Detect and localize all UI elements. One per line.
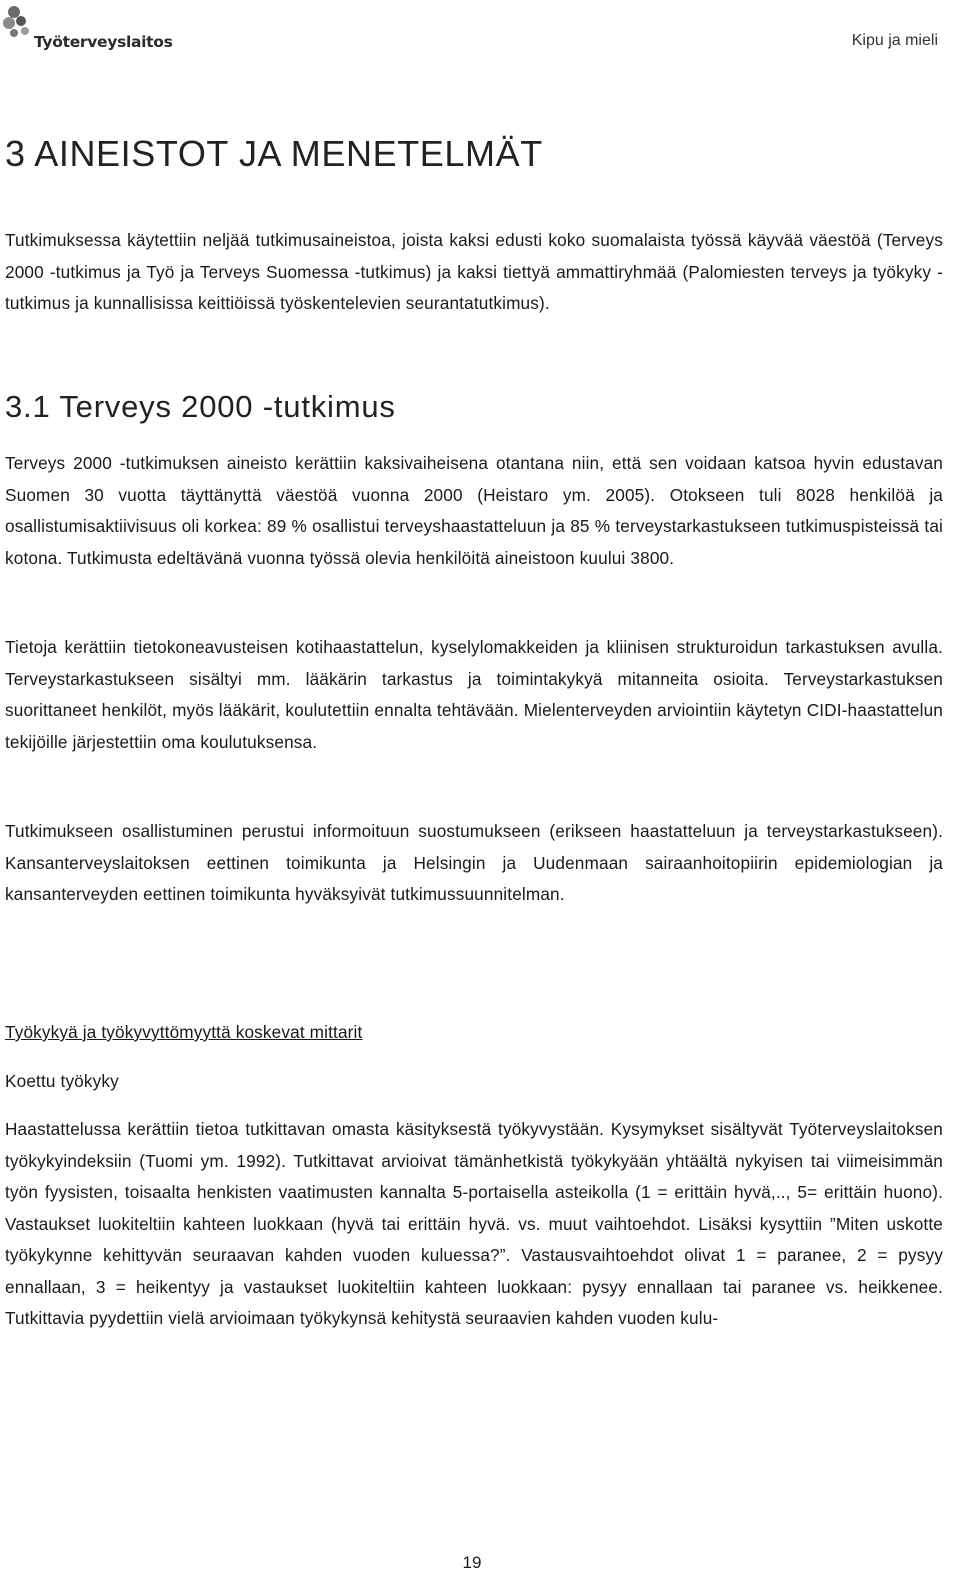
logo-text: Työterveyslaitos xyxy=(34,33,173,51)
chapter-intro-paragraph: Tutkimuksessa käytettiin neljää tutkimusaineistoa, joista kaksi edusti koko suomalaista työssä käyvää väestöä (Terveys 2000 -tutkimus ja Työ ja Terveys Suomessa -tutkimus) ja kaksi tiettyä ammattiryhmää (Palomiesten terveys ja työkyky -tutkimus ja kunnallisissa keittiöissä työskentelevien seurantatutkimus). xyxy=(5,230,943,313)
section-paragraph-3: Tutkimukseen osallistuminen perustui informoituun suostumukseen (erikseen haastatteluun ja terveystarkastukseen). Kansanterveyslaitoksen eettinen toimikunta ja Helsingin ja Uudenmaan sairaanhoitopiirin epidemiologian ja kansanterveyden eettinen toimikunta hyväksyivät tutkimussuunnitelman. xyxy=(5,821,943,904)
subsection-subheading: Koettu työkyky xyxy=(5,1071,119,1091)
logo xyxy=(3,6,33,45)
chapter-title: 3 AINEISTOT JA MENETELMÄT xyxy=(5,133,543,174)
section-paragraph-2: Tietoja kerättiin tietokoneavusteisen kotihaastattelun, kyselylomakkeiden ja kliinisen strukturoidun tarkastuksen avulla. Terveystarkastukseen sisältyi mm. lääkärin tarkastus ja toimintakykyä mitanneita osioita. Terveystarkastuksen suorittaneet henkilöt, myös lääkärit, koulutettiin ennalta tehtävään. Mielenterveyden arviointiin käytetyn CIDI-haastattelun tekijöille järjestettiin oma koulutuksensa. xyxy=(5,637,943,752)
running-header: Kipu ja mieli xyxy=(851,32,938,49)
logo-mark-icon xyxy=(3,6,33,40)
section-paragraph-1: Terveys 2000 -tutkimuksen aineisto kerättiin kaksivaiheisena otantana niin, että sen voidaan katsoa hyvin edustavan Suomen 30 vuotta täyttänyttä väestöä vuonna 2000 (Heistaro ym. 2005). Otokseen tuli 8028 henkilöä ja osallistumisaktiivisuus oli korkea: 89 % osallistui terveyshaastatteluun ja 85 % terveystarkastukseen tutkimuspisteissä tai kotona. Tutkimusta edeltävänä vuonna työssä olevia henkilöitä aineistoon kuului 3800. xyxy=(5,453,943,568)
subsection-heading: Työkykyä ja työkyvyttömyyttä koskevat mittarit xyxy=(5,1022,363,1042)
subsection-paragraph: Haastattelussa kerättiin tietoa tutkittavan omasta käsityksestä työkyvystään. Kysymykset sisältyvät Työterveyslaitoksen työkykyindeksiin (Tuomi ym. 1992). Tutkittavat arvioivat tämänhetkistä työkykyään yhtäältä nykyisen tai viimeisimmän työn fyysisten, toisaalta henkisten vaatimusten kannalta 5-portaisella asteikolla (1 = erittäin hyvä,.., 5= erittäin huono). Vastaukset luokiteltiin kahteen luokkaan (hyvä tai erittäin hyvä. vs. muut vaihtoehdot. Lisäksi kysyttiin ”Miten uskotte työkykynne kehittyvän seuraavan kahden vuoden kuluessa?”. Vastausvaihtoehdot olivat 1 = paranee, 2 = pysyy ennallaan, 3 = heikentyy ja vastaukset luokiteltiin kahteen luokkaan: pysyy ennallaan tai paranee vs. heikkenee. Tutkittavia pyydettiin vielä arvioimaan työkykynsä kehitystä seuraavien kahden vuoden kulu- xyxy=(5,1119,943,1328)
page-number: 19 xyxy=(462,1553,482,1572)
section-title: 3.1 Terveys 2000 -tutkimus xyxy=(5,389,396,424)
